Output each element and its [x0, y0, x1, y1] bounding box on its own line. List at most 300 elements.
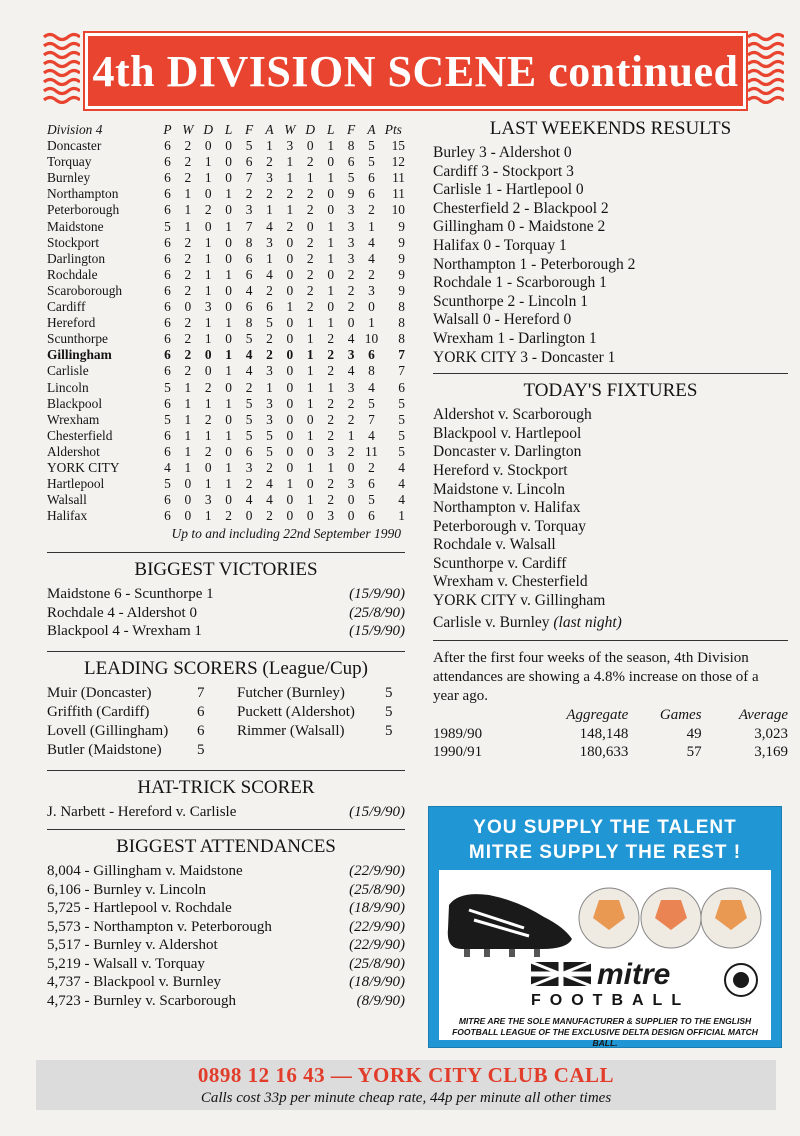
club-call-phone: 0898 12 16 43 — YORK CITY CLUB CALL	[197, 1063, 615, 1087]
stat-cell: 0	[286, 508, 294, 524]
scorer-goals: 5	[385, 703, 393, 720]
stat-cell: 6	[164, 234, 171, 250]
stat-cell: 1	[306, 347, 314, 363]
stat-cell: 0	[306, 138, 314, 154]
team-name: Maidstone	[47, 218, 104, 234]
stat-cell: 2	[347, 411, 355, 427]
stat-cell: 2	[327, 347, 335, 363]
stat-cell: 1	[225, 266, 232, 282]
list-item: Peterborough v. Torquay	[433, 517, 587, 535]
fixtures-heading: TODAY'S FIXTURES	[523, 380, 698, 402]
item-date: (18/9/90)	[349, 974, 405, 991]
stat-cell: 1	[225, 476, 232, 492]
stat-cell: 1	[225, 218, 232, 234]
stat-cell: 1989/90	[433, 725, 483, 742]
stat-cell: 0	[327, 154, 335, 170]
stat-cell: 4	[347, 331, 355, 347]
stat-cell: 3	[347, 476, 355, 492]
stat-cell: 0	[286, 443, 294, 459]
column-header: P	[163, 122, 172, 137]
stat-cell: 5	[164, 476, 171, 492]
stat-cell: 9	[398, 266, 405, 282]
table-row	[433, 743, 788, 761]
stat-cell: 6	[368, 170, 375, 186]
wave-decoration-right	[746, 32, 784, 104]
stat-cell: 0	[286, 347, 294, 363]
stat-cell: 1	[204, 427, 212, 443]
stat-cell: 9	[398, 234, 405, 250]
stat-cell: 1	[327, 138, 335, 154]
stat-cell: 0	[184, 508, 192, 524]
stat-cell: 3	[347, 250, 355, 266]
stat-cell: 3	[347, 202, 355, 218]
stat-cell: 6	[164, 363, 171, 379]
stat-cell: 2	[347, 443, 355, 459]
column-header: W	[182, 122, 194, 137]
stat-cell: 1	[286, 170, 294, 186]
stat-cell: 8	[245, 315, 253, 331]
item-date: (15/9/90)	[349, 586, 405, 603]
stat-cell: 6	[164, 299, 171, 315]
list-item: Blackpool v. Hartlepool	[433, 424, 582, 442]
stat-cell: 0	[225, 443, 232, 459]
stat-cell: 2	[368, 459, 375, 475]
stat-cell: 11	[365, 443, 378, 459]
stat-cell: 2	[306, 186, 314, 202]
advert-fine-print: MITRE ARE THE SOLE MANUFACTURER & SUPPLIER TO THE ENGLISH FOOTBALL LEAGUE OF THE EXCLUSIVE DELTA DESIGN OFFICIAL MATCH BALL.	[452, 1016, 758, 1048]
stat-cell: 2	[245, 186, 253, 202]
column-header: W	[284, 122, 296, 137]
stat-cell: 8	[398, 315, 405, 331]
stat-cell: 8	[245, 234, 253, 250]
stat-cell: 1	[306, 427, 314, 443]
stat-cell: 1	[306, 492, 314, 508]
right-column	[433, 118, 788, 761]
stat-cell: 15	[391, 138, 405, 154]
hattrick-date: (15/9/90)	[349, 803, 405, 820]
stat-cell: 0	[204, 186, 212, 202]
attendances-heading: BIGGEST ATTENDANCES	[116, 836, 336, 858]
scorer-goals: 7	[197, 684, 205, 701]
divider	[433, 640, 788, 641]
list-item: Chesterfield 2 - Blackpool 2	[433, 199, 609, 217]
stat-cell: 0	[225, 492, 232, 508]
stat-cell: 3,023	[754, 725, 788, 742]
list-item: Rochdale 1 - Scarborough 1	[433, 274, 607, 292]
column-header: F	[346, 122, 356, 137]
attendance-table	[433, 706, 788, 761]
stat-cell: 2	[184, 234, 192, 250]
scorer-name: Muir (Doncaster)	[47, 684, 152, 701]
stat-cell: 3	[347, 347, 355, 363]
list-item	[47, 955, 405, 974]
attendance-table-header	[433, 706, 788, 725]
team-name: Walsall	[47, 492, 87, 508]
team-name: Chesterfield	[47, 427, 113, 443]
stat-cell: 0	[225, 299, 232, 315]
stat-cell: 7	[245, 170, 253, 186]
stat-cell: 0	[286, 315, 294, 331]
divider	[47, 770, 405, 771]
stat-cell: 0	[347, 315, 355, 331]
club-call-footer	[36, 1060, 776, 1110]
stat-cell: 6	[164, 138, 171, 154]
stat-cell: 2	[184, 363, 192, 379]
stat-cell: 2	[286, 218, 294, 234]
column-header: Games	[659, 707, 702, 724]
left-column	[47, 122, 405, 1010]
advert-image-panel	[439, 870, 771, 1048]
list-item	[47, 862, 405, 881]
stat-cell: 1	[286, 154, 294, 170]
list-item	[47, 622, 405, 641]
stat-cell: 3	[286, 138, 294, 154]
stat-cell: 6	[164, 266, 171, 282]
item-text: 5,725 - Hartlepool v. Rochdale	[47, 900, 232, 917]
list-item: YORK CITY v. Gillingham	[433, 592, 606, 610]
stat-cell: 1	[184, 395, 192, 411]
stat-cell: 1	[327, 218, 335, 234]
scorers-list	[47, 684, 405, 760]
stat-cell: 0	[286, 459, 294, 475]
column-header: A	[265, 122, 274, 137]
stat-cell: 0	[225, 282, 232, 298]
stat-cell: 0	[327, 266, 335, 282]
stat-cell: 2	[327, 331, 335, 347]
stat-cell: 2	[306, 154, 314, 170]
stat-cell: 0	[306, 218, 314, 234]
stat-cell: 5	[164, 411, 171, 427]
table-row	[47, 428, 405, 444]
stat-cell: 8	[398, 299, 405, 315]
item-text: 5,517 - Burnley v. Aldershot	[47, 937, 218, 954]
stat-cell: 1	[286, 202, 294, 218]
stat-cell: 6	[164, 443, 171, 459]
stat-cell: 6	[245, 299, 253, 315]
scorer-name: Rimmer (Walsall)	[237, 722, 345, 739]
stat-cell: 5	[398, 427, 405, 443]
stat-cell: 1	[266, 202, 273, 218]
stat-cell: 2	[327, 395, 335, 411]
stat-cell: 1	[306, 363, 314, 379]
stat-cell: 3	[347, 234, 355, 250]
team-name: Halifax	[47, 508, 88, 524]
stat-cell: 6	[164, 395, 171, 411]
stat-cell: 1	[327, 234, 335, 250]
stat-cell: 1	[347, 427, 355, 443]
stat-cell: 0	[184, 299, 192, 315]
stat-cell: 0	[286, 379, 294, 395]
list-item: Wrexham 1 - Darlington 1	[433, 329, 597, 347]
stat-cell: 7	[398, 347, 405, 363]
advert-line-1: YOU SUPPLY THE TALENT	[473, 817, 737, 838]
stat-cell: 1	[327, 170, 335, 186]
column-header: Division 4	[47, 122, 103, 137]
column-header: L	[326, 122, 335, 137]
stat-cell: 0	[225, 331, 232, 347]
stat-cell: 1	[204, 331, 212, 347]
list-item: Northampton v. Halifax	[433, 499, 581, 517]
table-row	[47, 412, 405, 428]
table-row	[47, 138, 405, 154]
stat-cell: 0	[327, 299, 335, 315]
stat-cell: 2	[327, 411, 335, 427]
stat-cell: 4	[245, 282, 253, 298]
stat-cell: 0	[225, 170, 232, 186]
stat-cell: 2	[184, 282, 192, 298]
stat-cell: 3	[266, 411, 273, 427]
stat-cell: 1	[306, 170, 314, 186]
stat-cell: 8	[347, 138, 355, 154]
table-row	[47, 380, 405, 396]
stat-cell: 6	[164, 170, 171, 186]
stat-cell: 2	[286, 186, 294, 202]
stat-cell: 180,633	[579, 743, 629, 760]
stat-cell: 5	[398, 443, 405, 459]
table-row	[47, 186, 405, 202]
item-date: (22/9/90)	[349, 918, 405, 935]
stat-cell: 0	[286, 363, 294, 379]
stat-cell: 2	[204, 443, 212, 459]
stat-cell: 1	[225, 186, 232, 202]
stat-cell: 1	[225, 347, 232, 363]
list-item: Halifax 0 - Torquay 1	[433, 236, 567, 254]
table-row	[47, 331, 405, 347]
table-row	[433, 725, 788, 743]
item-date: (22/9/90)	[349, 863, 405, 880]
stat-cell: 3	[245, 459, 253, 475]
list-item: Cardiff 3 - Stockport 3	[433, 162, 574, 180]
stat-cell: 2	[184, 170, 192, 186]
scorer-goals: 6	[197, 722, 205, 739]
item-text: 6,106 - Burnley v. Lincoln	[47, 881, 207, 898]
mitre-advert	[428, 806, 782, 1048]
title-banner	[85, 33, 746, 109]
stat-cell: 1	[225, 395, 232, 411]
list-item	[47, 973, 405, 992]
stat-cell: 2	[184, 315, 192, 331]
team-name: Doncaster	[47, 138, 102, 154]
stat-cell: 12	[391, 154, 405, 170]
table-row	[47, 460, 405, 476]
divider	[47, 829, 405, 830]
team-name: Gillingham	[47, 347, 112, 363]
list-item	[47, 899, 405, 918]
stat-cell: 1	[306, 459, 314, 475]
stat-cell: 6	[368, 347, 375, 363]
stat-cell: 4	[368, 234, 375, 250]
stat-cell: 6	[245, 154, 253, 170]
stat-cell: 0	[225, 379, 232, 395]
stat-cell: 6	[347, 154, 355, 170]
team-name: Carlisle	[47, 363, 89, 379]
stat-cell: 2	[327, 427, 335, 443]
stat-cell: 0	[327, 186, 335, 202]
team-name: Burnley	[47, 170, 91, 186]
stat-cell: 9	[398, 282, 405, 298]
stat-cell: 0	[347, 508, 355, 524]
stat-cell: 1	[327, 282, 335, 298]
column-header: D	[203, 122, 214, 137]
stat-cell: 2	[184, 154, 192, 170]
stat-cell: 4	[245, 492, 253, 508]
table-row	[47, 347, 405, 363]
item-text: Blackpool 4 - Wrexham 1	[47, 623, 202, 640]
team-name: Stockport	[47, 234, 100, 250]
table-row	[47, 235, 405, 251]
stat-cell: 6	[245, 443, 253, 459]
league-table	[47, 122, 405, 524]
stat-cell: 3	[266, 363, 273, 379]
table-row	[47, 476, 405, 492]
stat-cell: 0	[286, 395, 294, 411]
stat-cell: 1	[204, 250, 212, 266]
stat-cell: 2	[306, 234, 314, 250]
table-row	[47, 396, 405, 412]
stat-cell: 0	[204, 138, 212, 154]
stat-cell: 1	[204, 476, 212, 492]
stat-cell: 0	[286, 282, 294, 298]
stat-cell: 0	[306, 411, 314, 427]
stat-cell: 6	[164, 154, 171, 170]
stat-cell: 2	[327, 492, 335, 508]
stat-cell: 0	[347, 492, 355, 508]
stat-cell: 4	[164, 459, 171, 475]
column-header	[433, 706, 519, 725]
team-name: Aldershot	[47, 443, 100, 459]
list-item: Wrexham v. Chesterfield	[433, 573, 588, 591]
stat-cell: 3	[327, 443, 335, 459]
stat-cell: 0	[225, 202, 232, 218]
table-row	[47, 219, 405, 235]
stat-cell: 11	[392, 170, 405, 186]
column-header: F	[244, 122, 254, 137]
list-item: Aldershot v. Scarborough	[433, 406, 592, 424]
stat-cell: 4	[266, 266, 273, 282]
scorers-heading: LEADING SCORERS (League/Cup)	[84, 657, 368, 679]
stat-cell: 10	[364, 331, 379, 347]
stat-cell: 5	[368, 138, 375, 154]
stat-cell: 4	[368, 250, 375, 266]
wave-decoration-left	[42, 32, 80, 104]
stat-cell: 1	[184, 186, 192, 202]
stat-cell: 6	[164, 508, 171, 524]
victories-heading: BIGGEST VICTORIES	[134, 559, 318, 581]
stat-cell: 2	[204, 379, 212, 395]
stat-cell: 0	[286, 427, 294, 443]
stat-cell: 5	[245, 411, 253, 427]
stat-cell: 1	[266, 138, 273, 154]
stat-cell: 5	[266, 443, 273, 459]
stat-cell: 2	[306, 266, 314, 282]
stat-cell: 0	[245, 508, 253, 524]
stat-cell: 6	[245, 266, 253, 282]
stat-cell: 4	[266, 492, 273, 508]
stat-cell: 0	[225, 234, 232, 250]
team-name: Scunthorpe	[47, 331, 108, 347]
table-row	[47, 283, 405, 299]
stat-cell: 0	[327, 202, 335, 218]
stat-cell: 3	[266, 395, 273, 411]
team-name: Hartlepool	[47, 476, 105, 492]
scorer-name: Lovell (Gillingham)	[47, 722, 169, 739]
list-item	[47, 918, 405, 937]
stat-cell: 2	[266, 508, 273, 524]
attendances-list	[47, 862, 405, 1010]
list-item: Burley 3 - Aldershot 0	[433, 144, 572, 161]
stat-cell: 1	[204, 508, 212, 524]
stat-cell: 5	[164, 379, 171, 395]
stat-cell: 0	[225, 411, 232, 427]
team-name: Cardiff	[47, 299, 86, 315]
table-row	[47, 299, 405, 315]
stat-cell: 6	[398, 379, 405, 395]
column-header: A	[367, 122, 376, 137]
stat-cell: 3	[347, 218, 355, 234]
stat-cell: 5	[245, 138, 253, 154]
results-list	[433, 144, 788, 367]
stat-cell: 2	[184, 138, 192, 154]
list-item: Scunthorpe v. Cardiff	[433, 554, 567, 572]
scorer-name: Griffith (Cardiff)	[47, 703, 150, 720]
attendance-paragraph: After the first four weeks of the season, 4th Division attendances are showing a 4.8% increase on those of a year ago.	[433, 650, 759, 705]
stat-cell: 1	[368, 218, 375, 234]
team-name: Northampton	[47, 186, 119, 202]
table-row	[47, 267, 405, 283]
stat-cell: 4	[245, 363, 253, 379]
stat-cell: 4	[368, 379, 375, 395]
team-name: Wrexham	[47, 411, 100, 427]
divider	[47, 651, 405, 652]
stat-cell: 9	[398, 250, 405, 266]
stat-cell: 1	[225, 363, 232, 379]
stat-cell: 2	[306, 282, 314, 298]
item-text: 5,219 - Walsall v. Torquay	[47, 955, 205, 972]
table-row	[47, 251, 405, 267]
stat-cell: 5	[368, 492, 375, 508]
stat-cell: 1	[306, 315, 314, 331]
scorer-name: Futcher (Burnley)	[237, 684, 345, 701]
stat-cell: 6	[164, 250, 171, 266]
stat-cell: 0	[306, 508, 314, 524]
table-row	[47, 170, 405, 186]
stat-cell: 4	[245, 347, 253, 363]
stat-cell: 1	[204, 170, 212, 186]
column-header: L	[224, 122, 233, 137]
stat-cell: 5	[266, 315, 273, 331]
stat-cell: 8	[368, 363, 375, 379]
stat-cell: 2	[347, 282, 355, 298]
last-night-note: (last night)	[553, 613, 622, 631]
stat-cell: 0	[225, 154, 232, 170]
team-name: Rochdale	[47, 266, 98, 282]
football-wordmark: FOOTBALL	[531, 992, 691, 1009]
list-item	[47, 585, 405, 604]
stat-cell: 3	[204, 299, 212, 315]
stat-cell: 3	[266, 170, 273, 186]
stat-cell: 2	[184, 347, 192, 363]
stat-cell: 10	[391, 202, 405, 218]
stat-cell: 1	[184, 218, 192, 234]
stat-cell: 5	[398, 395, 405, 411]
item-text: 4,737 - Blackpool v. Burnley	[47, 974, 222, 991]
list-item: Walsall 0 - Hereford 0	[433, 311, 572, 329]
stat-cell: 6	[266, 299, 273, 315]
stat-cell: 5	[368, 154, 375, 170]
table-row	[47, 315, 405, 331]
stat-cell: 1	[184, 202, 192, 218]
stat-cell: 0	[225, 138, 232, 154]
